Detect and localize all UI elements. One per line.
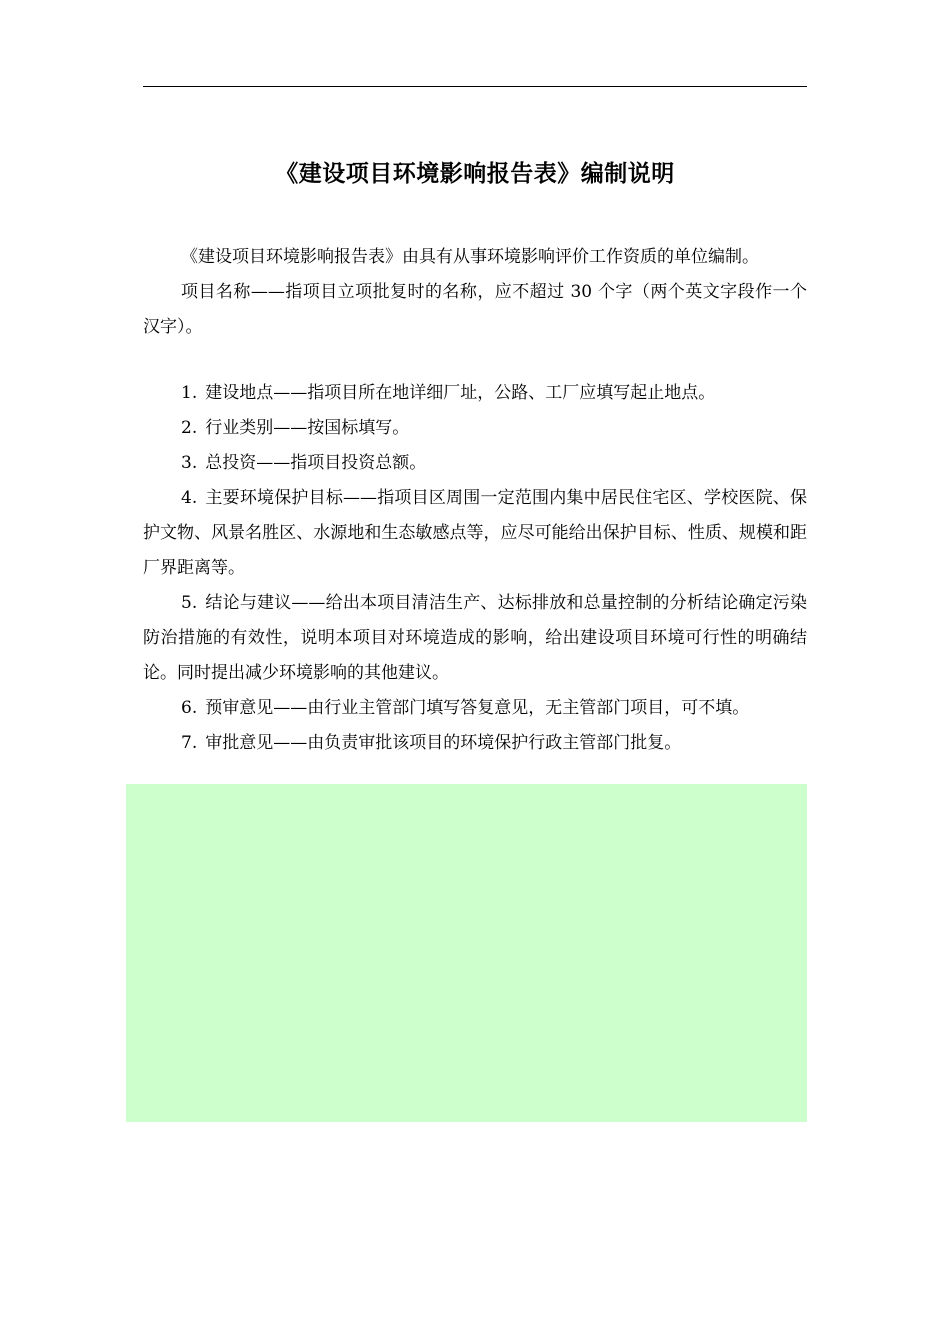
document-body (143, 240, 807, 761)
intro-paragraph-report: 《建设项目环境影响报告表》由具有从事环境影响评价工作资质的单位编制。 (181, 247, 759, 267)
list-item (143, 481, 807, 586)
list-item-number: 5. (181, 593, 198, 613)
intro-paragraph-project-name: 项目名称——指项目立项批复时的名称，应不超过 30 个字（两个英文字段作一个汉字）。 (143, 282, 807, 337)
list-item-text: 建设地点——指项目所在地详细厂址，公路、工厂应填写起止地点。 (205, 383, 716, 403)
list-item-number: 7. (181, 733, 198, 753)
list-item-number: 3. (181, 453, 198, 473)
list-item-number: 1. (181, 383, 198, 403)
list-item-text: 审批意见——由负责审批该项目的环境保护行政主管部门批复。 (205, 733, 682, 753)
header-rule (143, 86, 807, 87)
list-item-number: 2. (181, 418, 198, 438)
highlight-box (126, 784, 807, 1122)
list-item-number: 6. (181, 698, 198, 718)
list-item (143, 376, 807, 411)
document-title: 《建设项目环境影响报告表》编制说明 (275, 161, 675, 187)
list-item (143, 411, 807, 446)
list-item-text: 行业类别——按国标填写。 (205, 418, 410, 438)
list-item-text: 总投资——指项目投资总额。 (205, 453, 427, 473)
list-item (143, 446, 807, 481)
paragraph-gap (143, 345, 807, 376)
list-item-text: 主要环境保护目标——指项目区周围一定范围内集中居民住宅区、学校医院、保护文物、风景名胜区、水源地和生态敏感点等，应尽可能给出保护目标、性质、规模和距厂界距离等。 (143, 488, 807, 578)
list-item (143, 586, 807, 691)
list-item-text: 结论与建议——给出本项目清洁生产、达标排放和总量控制的分析结论确定污染防治措施的有效性，说明本项目对环境造成的影响，给出建设项目环境可行性的明确结论。同时提出减少环境影响的其他建议。 (143, 593, 807, 683)
list-item (143, 691, 807, 726)
list-item-number: 4. (181, 488, 198, 508)
list-item-text: 预审意见——由行业主管部门填写答复意见，无主管部门项目，可不填。 (205, 698, 750, 718)
list-item (143, 726, 807, 761)
